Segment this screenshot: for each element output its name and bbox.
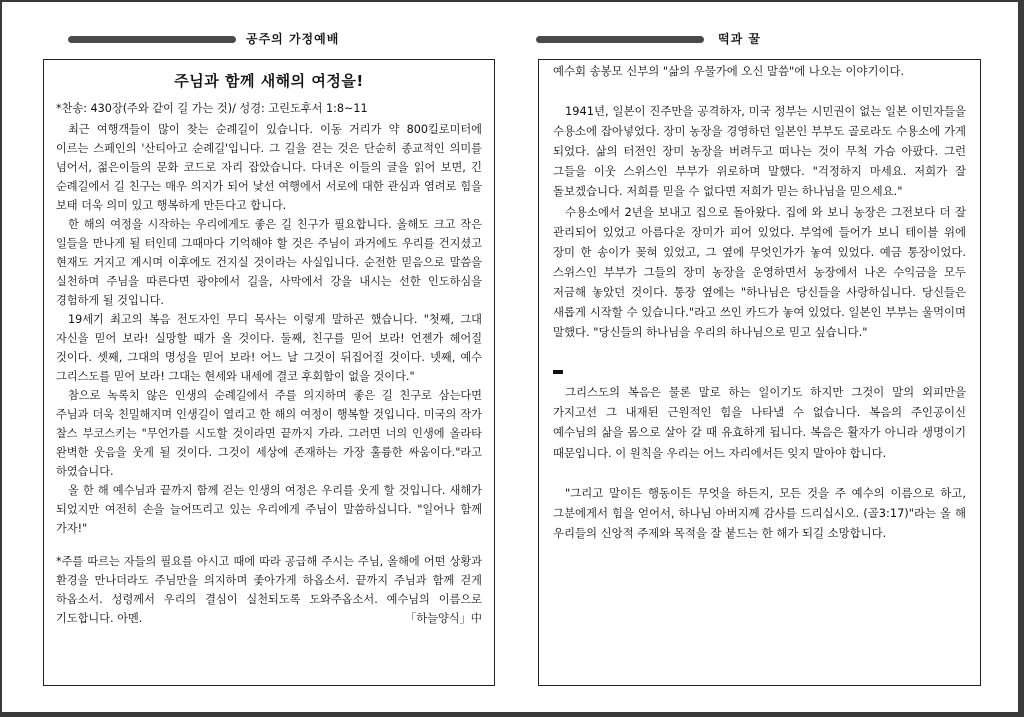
paragraph: 참으로 녹록치 않은 인생의 순례길에서 주를 의지하며 좋은 길 친구로 삼는다면 주님과 더욱 친밀해지며 인생길이 열리고 한 해의 여정이 행복할 것입니다. 미국의 작가 찰스 부코스키는 "무언가를 시도할 것이라면 끝까지 가라. 그러면 너의 인생에 올라타 완벽한 웃음을 웃게 될 것이다. 그것이 세상에 존재하는 가장 훌륭한 싸움이다."라고 하였습니다. (56, 389, 482, 478)
prayer (56, 552, 482, 628)
paragraph: 그리스도의 복음은 물론 말로 하는 일이기도 하지만 그것이 말의 외피만을 가지고선 그 내재된 근원적인 힘을 나타낼 수 없습니다. 복음의 주인공이신 예수님의 삶을 몸으로 살아 갈 때 유효하게 됩니다. 복음은 활자가 아니라 생명이기 때문입니다. 이 원칙을 우리는 어느 자리에서든 잊지 말아야 합니다. (553, 385, 966, 460)
intro-line: 예수회 송봉모 신부의 "삶의 우물가에 오신 말씀"에 나오는 이야기이다. (553, 64, 905, 78)
right-header-title: 떡과 꿀 (718, 32, 761, 46)
right-header-bar (536, 36, 704, 43)
right-header (536, 30, 836, 50)
scripture-reference: *찬송: 430장(주와 같이 길 가는 것)/ 성경: 고린도후서 1:8~11 (56, 102, 368, 115)
paragraph: 1941년, 일본이 진주만을 공격하자, 미국 정부는 시민권이 없는 일본 이민자들을 수용소에 잡아넣었다. 장미 농장을 경영하던 일본인 부부도 골로라도 수용소에 가게 되었다. 삶의 터전인 장미 농장을 버려두고 떠나는 것이 무척 가슴 아팠다. 그런 그들을 이웃 스위스인 부부가 위로하며 말했다. "걱정하지 마세요. 저희가 잘 돌보겠습니다. 저희를 믿을 수 없다면 저희가 믿는 하나님을 믿으세요." (553, 104, 966, 199)
article-title: 주님과 함께 새해의 여정을! (174, 72, 364, 90)
paragraph: 최근 여행객들이 많이 찾는 순례길이 있습니다. 이동 거리가 약 800킬로미터에 이르는 스페인의 '산티아고 순례길'입니다. 그 길을 걷는 것은 단순히 종교적인 의미를 넘어서, 젊은이들의 문화 코드로 자리 잡았습니다. 다녀온 이들의 글을 읽어 보면, 긴 순례길에서 길 친구는 매우 의지가 되어 낯선 여행에서 서로에 대한 관심과 염려로 힘을 보태 더욱 의미 있고 행복하게 만든다고 합니다. (56, 123, 482, 212)
closing-paragraph: "그리고 말이든 행동이든 무엇을 하든지, 모든 것을 주 예수의 이름으로 하고, 그분에게서 힘을 얻어서, 하나님 아버지께 감사를 드리십시오. (골3:17)"라는 올 해 우리들의 신앙적 주제와 목적을 잘 붙드는 한 해가 되길 소망합니다. (553, 485, 966, 540)
left-header-bar (68, 36, 236, 43)
right-article (538, 59, 981, 686)
paragraph: 수용소에서 2년을 보내고 집으로 돌아왔다. 집에 와 보니 농장은 그전보다 더 잘 관리되어 있었고 아름다운 장미가 피어 있었다. 부엌에 들어가 보니 테이블 위에 장미 한 송이가 꽂혀 있었고, 그 옆에 무엇인가가 놓여 있었다. 예금 통장이었다. 스위스인 부부가 그들의 장미 농장을 운영하면서 농장에서 나온 수익금을 모두 저금해 놓았던 것이다. 통장 옆에는 "하나님은 당신들을 사랑하십니다. 당신들은 새롭게 시작할 수 있습니다."라고 쓰인 카드가 놓여 있었다. 일본인 부부는 울먹이며 말했다. "당신들의 하나님을 우리의 하나님으로 믿고 싶습니다." (553, 204, 966, 340)
left-header-title: 공주의 가정예배 (246, 32, 340, 46)
paragraph: 올 한 해 예수님과 끝까지 함께 걷는 인생의 여정은 우리를 웃게 할 것입니다. 새해가 되었지만 여전히 손을 늘어뜨리고 있는 우리에게 주님이 말씀하십니다. "일어나 함께 가자!" (56, 484, 482, 535)
page-sheet (2, 2, 1018, 712)
paragraph: 한 해의 여정을 시작하는 우리에게도 좋은 길 친구가 필요합니다. 올해도 크고 작은 일들을 만나게 될 터인데 그때마다 기억해야 할 것은 주님이 과거에도 우리를 건지셨고 현재도 거지고 계시며 이후에도 건지실 것이라는 사실입니다. 순전한 믿음으로 말씀을 실천하며 주님을 따른다면 광야에서 길을, 사막에서 강을 내시는 선한 인도하심을 경험하게 될 것입니다. (56, 218, 482, 307)
source-credit: 「하늘양식」中 (405, 612, 482, 625)
paragraph: 19세기 최고의 복음 전도자인 무디 목사는 이렇게 말하곤 했습니다. "첫째, 그대 자신을 믿어 보라! 실망할 때가 올 것이다. 둘째, 친구를 믿어 보라! 언젠가 헤어질 것이다. 셋째, 그대의 명성을 믿어 보라! 어느 날 그것이 뒤집어질 것이다. 넷째, 예수 그리스도를 믿어 보라! 그대는 현세와 내세에 결코 후회함이 없을 것이다." (56, 313, 482, 383)
section-divider (553, 370, 563, 374)
left-article (43, 59, 495, 686)
prayer-text: *주를 따르는 자들의 필요를 아시고 때에 따라 공급해 주시는 주님, 올해에 어떤 상황과 환경을 만나더라도 주님만을 의지하며 좇아가게 하옵소서. 끝까지 주님과 함께 걷게 하옵소서. 성령께서 우리의 결심이 실천되도록 도와주옵소서. 예수님의 이름으로 기도합니다. 아멘. (56, 555, 482, 625)
left-header (68, 30, 368, 50)
